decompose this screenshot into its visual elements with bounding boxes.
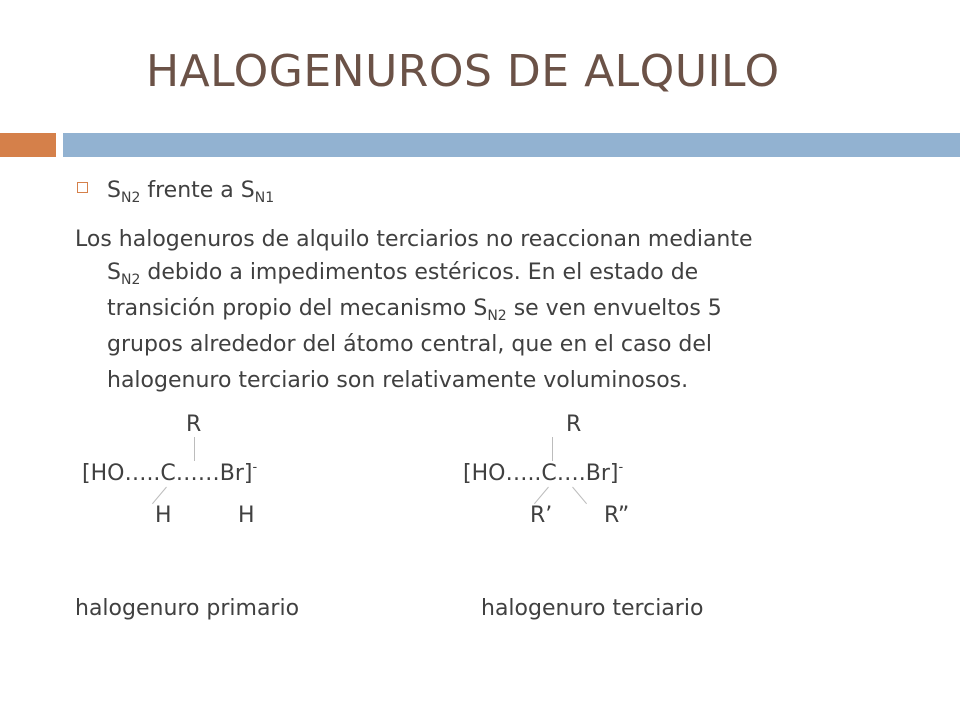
tertiary-charge: - bbox=[618, 460, 624, 475]
primary-caption: halogenuro primario bbox=[75, 596, 300, 621]
primary-charge: - bbox=[252, 460, 258, 475]
slide-title: HALOGENUROS DE ALQUILO bbox=[146, 46, 780, 97]
accent-bar-orange bbox=[0, 133, 56, 157]
heading-s: S bbox=[107, 178, 121, 203]
tertiary-right-group: R” bbox=[604, 503, 630, 528]
paragraph-line-4: grupos alrededor del átomo central, que en el caso del bbox=[107, 332, 713, 357]
paragraph-line-3-rest: se ven envueltos 5 bbox=[506, 296, 722, 321]
primary-left-bond bbox=[152, 487, 167, 504]
paragraph-s: S bbox=[107, 260, 121, 285]
square-bullet-icon bbox=[77, 182, 88, 193]
tertiary-left-group: R’ bbox=[530, 503, 553, 528]
primary-right-group: H bbox=[238, 503, 255, 528]
heading-frente: frente a S bbox=[140, 178, 255, 203]
paragraph-n2-subscript: N2 bbox=[120, 272, 141, 288]
paragraph-line-5: halogenuro terciario son relativamente voluminosos. bbox=[107, 368, 689, 393]
paragraph-line-2 bbox=[107, 260, 699, 288]
primary-left-group: H bbox=[155, 503, 172, 528]
tertiary-left-bond bbox=[534, 487, 549, 504]
paragraph-n2-subscript-2: N2 bbox=[487, 308, 507, 324]
primary-center: [HO…..C……Br] bbox=[82, 461, 253, 486]
heading-sn2-vs-sn1 bbox=[107, 178, 275, 206]
primary-top-bond bbox=[194, 437, 195, 461]
paragraph-line-3-start: transición propio del mecanismo S bbox=[107, 296, 488, 321]
accent-bar-blue bbox=[63, 133, 960, 157]
paragraph-line-3 bbox=[107, 296, 722, 324]
tertiary-top-bond bbox=[552, 437, 553, 461]
paragraph-line-2-rest: debido a impedimentos estéricos. En el estado de bbox=[140, 260, 699, 285]
tertiary-right-bond bbox=[572, 487, 587, 504]
tertiary-caption: halogenuro terciario bbox=[481, 596, 704, 621]
tertiary-center: [HO…..C….Br] bbox=[463, 461, 619, 486]
heading-n2-subscript: N2 bbox=[120, 190, 141, 206]
tertiary-transition-state bbox=[463, 460, 624, 486]
tertiary-top-group: R bbox=[566, 412, 582, 437]
primary-transition-state bbox=[82, 460, 258, 486]
heading-n1-subscript: N1 bbox=[254, 190, 275, 206]
primary-top-group: R bbox=[186, 412, 202, 437]
paragraph-line-1: Los halogenuros de alquilo terciarios no reaccionan mediante bbox=[75, 227, 753, 252]
